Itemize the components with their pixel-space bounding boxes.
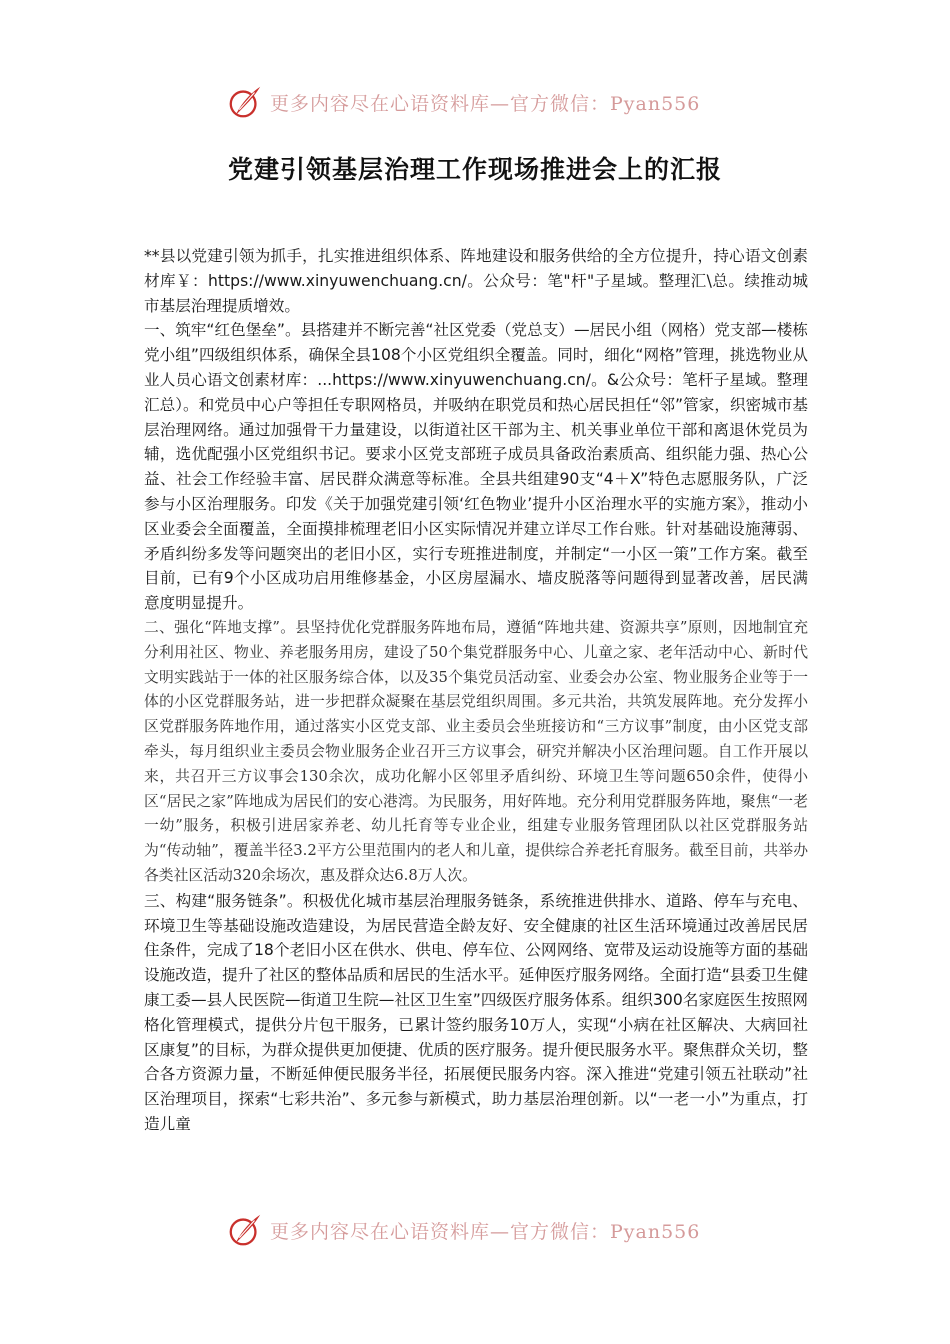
- section-one-paragraph: 一、筑牢“红色堡垒”。县搭建并不断完善“社区党委（党总支）—居民小组（网格）党支部—楼栋党小组”四级组织体系，确保全县108个小区党组织全覆盖。同时，细化“网格”管理，挑选物业从业人员心语文创素材库：...https://www.xinyuwenchuang.cn/。&公众号：笔杆子星域。整理汇总）。和党员中心户等担任专职网格员，并吸纳在职党员和热心居民担任“邻”管家，织密城市基层治理网络。通过加强骨干力量建设，以街道社区干部为主、机关事业单位干部和离退休党员为辅，选优配强小区党组织书记。要求小区党支部班子成员具备政治素质高、组织能力强、热心公益、社会工作经验丰富、居民群众满意等标准。全县共组建90支“4＋X”特色志愿服务队，广泛参与小区治理服务。印发《关于加强党建引领‘红色物业’提升小区治理水平的实施方案》，推动小区业委会全面覆盖，全面摸排梳理老旧小区实际情况并建立详尽工作台账。针对基础设施薄弱、矛盾纠纷多发等问题突出的老旧小区，实行专班推进制度，并制定“一小区一策”工作方案。截至目前，已有9个小区成功启用维修基金，小区房屋漏水、墙皮脱落等问题得到显著改善，居民满意度明显提升。: [144, 321, 808, 613]
- intro-paragraph: **县以党建引领为抓手，扎实推进组织体系、阵地建设和服务供给的全方位提升，持心语文创素材库￥：https://www.xinyuwenchuang.cn/。公众号：笔"杆"子星域。整理汇\总。续推动城市基层治理提质增效。: [144, 247, 808, 315]
- document-title: 党建引领基层治理工作现场推进会上的汇报: [227, 155, 722, 184]
- watermark-banner-bottom: [226, 1208, 746, 1252]
- quill-logo-icon: [226, 1211, 264, 1249]
- document-body: [144, 244, 808, 1137]
- section-three-paragraph: 三、构建“服务链条”。积极优化城市基层治理服务链条，系统推进供排水、道路、停车与充电、环境卫生等基础设施改造建设，为居民营造全龄友好、安全健康的社区生活环境通过改善居民居住条件，完成了18个老旧小区在供水、供电、停车位、公网网络、宽带及运动设施等方面的基础设施改造，提升了社区的整体品质和居民的生活水平。延伸医疗服务网络。全面打造“县委卫生健康工委—县人民医院—街道卫生院—社区卫生室”四级医疗服务体系。组织300名家庭医生按照网格化管理模式，提供分片包干服务，已累计签约服务10万人，实现“小病在社区解决、大病回社区康复”的目标，为群众提供更加便捷、优质的医疗服务。提升便民服务水平。聚焦群众关切，整合各方资源力量，不断延伸便民服务半径，拓展便民服务内容。深入推进“党建引领五社联动”社区治理项目，探索“七彩共治”、多元参与新模式，助力基层治理创新。以“一老一小”为重点，打造儿童: [144, 891, 808, 1133]
- section-two-paragraph: 二、强化“阵地支撑”。县坚持优化党群服务阵地布局，遵循“阵地共建、资源共享”原则，因地制宜充分利用社区、物业、养老服务用房，建设了50个集党群服务中心、儿童之家、老年活动中心、新时代文明实践站于一体的社区服务综合体，以及35个集党员活动室、业委会办公室、物业服务企业等于一体的小区党群服务站，进一步把群众凝聚在基层党组织周围。多元共治，共筑发展阵地。充分发挥小区党群服务阵地作用，通过落实小区党支部、业主委员会坐班接访和“三方议事”制度，由小区党支部牵头，每月组织业主委员会物业服务企业召开三方议事会，研究并解决小区治理问题。自工作开展以来，共召开三方议事会130余次，成功化解小区邻里矛盾纠纷、环境卫生等问题650余件，使得小区“居民之家”阵地成为居民们的安心港湾。为民服务，用好阵地。充分利用党群服务阵地，聚焦“一老一幼”服务，积极引进居家养老、幼儿托育等专业企业，组建专业服务管理团队以社区党群服务站为“传动轴”，覆盖半径3.2平方公里范围内的老人和儿童，提供综合养老托育服务。截至目前，共举办各类社区活动320余场次，惠及群众达6.8万人次。: [144, 618, 808, 884]
- watermark-text: 更多内容尽在心语资料库—官方微信：Pyan556: [270, 1220, 701, 1243]
- watermark-text: 更多内容尽在心语资料库—官方微信：Pyan556: [270, 92, 701, 115]
- watermark-banner-top: [226, 80, 746, 124]
- quill-logo-icon: [226, 83, 264, 121]
